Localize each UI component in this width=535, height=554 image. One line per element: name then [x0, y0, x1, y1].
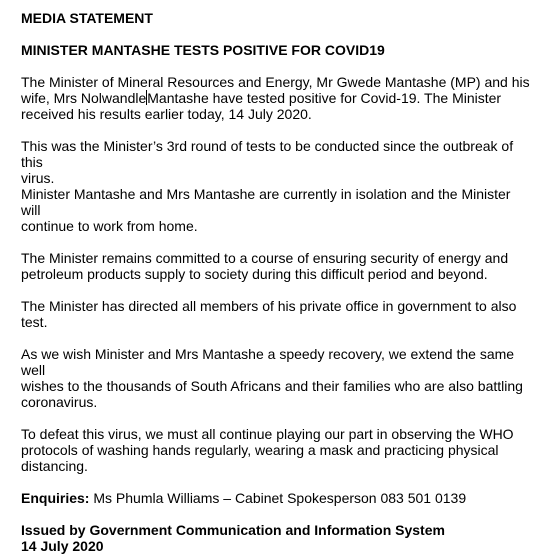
intro-line-2-after: Mantashe have tested positive for Covid-19. The Minister: [147, 90, 502, 106]
media-statement-document: [21, 10, 531, 554]
intro-line-3: received his results earlier today, 14 July 2020.: [21, 106, 312, 122]
directed-paragraph: [21, 298, 531, 330]
directed-line-2: test.: [21, 314, 48, 330]
defeat-line-3: distancing.: [21, 458, 88, 474]
wishes-line-1: As we wish Minister and Mrs Mantashe a speedy recovery, we extend the same well: [21, 346, 515, 378]
enquiries-paragraph: [21, 490, 531, 506]
committed-line-2: petroleum products supply to society during this difficult period and beyond.: [21, 266, 488, 282]
committed-line-1: The Minister remains committed to a course of ensuring security of energy and: [21, 250, 509, 266]
defeat-line-1: To defeat this virus, we must all continue playing our part in observing the WHO: [21, 426, 514, 442]
issued-line-1: Issued by Government Communication and Information System: [21, 522, 445, 538]
intro-paragraph: [21, 74, 531, 122]
defeat-paragraph: [21, 426, 531, 474]
document-title: MINISTER MANTASHE TESTS POSITIVE FOR COVID19: [21, 42, 385, 58]
tests-paragraph: [21, 138, 531, 234]
directed-line-1: The Minister has directed all members of his private office in government to also: [21, 298, 517, 314]
committed-paragraph: [21, 250, 531, 282]
tests-line-2: virus.: [21, 170, 55, 186]
enquiries-label: Enquiries:: [21, 490, 90, 506]
defeat-line-2: protocols of washing hands regularly, wearing a mask and practicing physical: [21, 442, 499, 458]
tests-line-1: This was the Minister’s 3rd round of tests to be conducted since the outbreak of this: [21, 138, 514, 170]
document-kicker: MEDIA STATEMENT: [21, 10, 153, 26]
wishes-line-3: coronavirus.: [21, 394, 98, 410]
intro-line-2-before: wife, Mrs Nolwandle: [21, 90, 147, 106]
tests-line-4: continue to work from home.: [21, 218, 198, 234]
wishes-line-2: wishes to the thousands of South Africans and their families who are also battling: [21, 378, 523, 394]
issued-date: 14 July 2020: [21, 538, 104, 554]
wishes-paragraph: [21, 346, 531, 410]
issued-paragraph: [21, 522, 531, 554]
intro-line-1: The Minister of Mineral Resources and Energy, Mr Gwede Mantashe (MP) and his: [21, 74, 530, 90]
tests-line-3: Minister Mantashe and Mrs Mantashe are currently in isolation and the Minister will: [21, 186, 511, 218]
intro-line-2: [21, 90, 531, 106]
enquiries-text: Ms Phumla Williams – Cabinet Spokesperson 083 501 0139: [89, 490, 467, 506]
